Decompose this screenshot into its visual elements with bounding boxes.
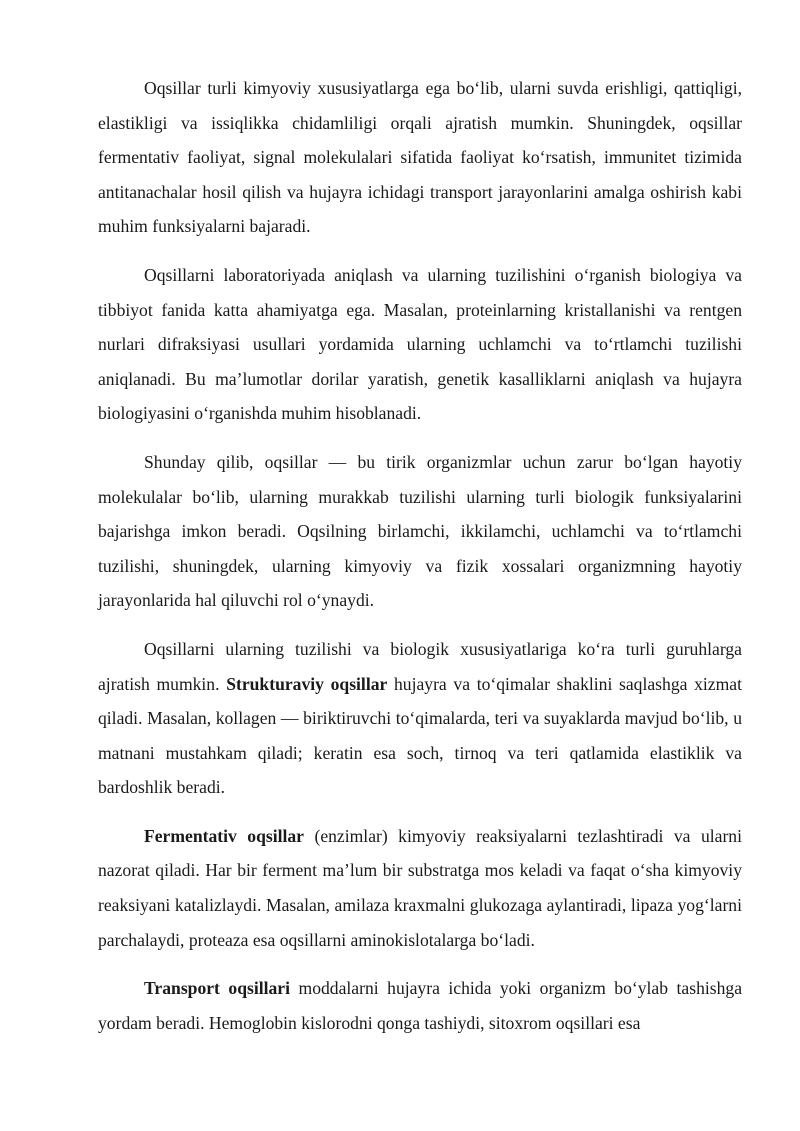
paragraph-text: Oqsillarni laboratoriyada aniqlash va ularning tuzilishini o‘rganish biologiya va tibbiyot fanida katta ahamiyatga ega. Masalan, proteinlarning kristallanishi va rentgen nurlari difraksiyasi usullari yordamida ularning uchlamchi va to‘rtlamchi tuzilishi aniqlanadi. Bu ma’lumotlar dorilar yaratish, genetik kasalliklarni aniqlash va hujayra biologiyasini o‘rganishda muhim hisoblanadi. [98, 264, 742, 424]
paragraph-solubility [98, 71, 742, 244]
paragraph-text: Oqsillar turli kimyoviy xususiyatlarga ega bo‘lib, ularni suvda erishligi, qattiqligi, elastikligi va issiqlikka chidamliligi orqali ajratish mumkin. Shuningdek, oqsillar fermentativ faoliyat, signal molekulalari sifatida faoliyat ko‘rsatish, immunitet tizimida antitanachalar hosil qilish va hujayra ichidagi transport jarayonlarini amalga oshirish kabi muhim funksiyalarni bajaradi. [98, 78, 742, 237]
paragraph-text: hujayra va to‘qimalar shaklini saqlashga xizmat qiladi. Masalan, kollagen — biriktiruvchi to‘qimalarda, teri va suyaklarda mavjud bo‘lib, u matnani mustahkam qiladi; keratin esa soch, tirnoq va teri qatlamida elastiklik va bardoshlik beradi. [98, 673, 742, 798]
paragraph-text: Oqsillarni ularning tuzilishi va biologik xususiyatlariga ko‘ra turli guruhlarga ajratish mumkin. [98, 638, 742, 694]
bold-term-structural-proteins: Strukturaviy oqsillar [226, 673, 388, 694]
bold-term-enzymatic-proteins: Fermentativ oqsillar [144, 825, 304, 846]
paragraph-text: moddalarni hujayra ichida yoki organizm bo‘ylab tashishga yordam beradi. Hemoglobin kislorodni qonga tashiydi, sitoxrom oqsillari esa [98, 978, 743, 1033]
paragraph-text: (enzimlar) kimyoviy reaksiyalarni tezlashtiradi va ularni nazorat qiladi. Har bir ferment ma’lum bir substratga mos keladi va faqat o‘sha kimyoviy reaksiyani katalizlaydi. Masalan, amilaza kraxmalni glukozaga aylantiradi, lipaza yog‘larni parchalaydi, proteaza esa oqsillarni aminokislotalarga bo‘ladi. [98, 825, 742, 950]
paragraph-text: Shunday qilib, oqsillar — bu tirik organizmlar uchun zarur bo‘lgan hayotiy molekulalar bo‘lib, ularning murakkab tuzilishi ularning turli biologik funksiyalarini bajarishga imkon beradi. Oqsilning birlamchi, ikkilamchi, uchlamchi va to‘rtlamchi tuzilishi, shuningdek, ularning kimyoviy va fizik xossalari organizmning hayotiy jarayonlarida hal qiluvchi rol o‘ynaydi. [98, 451, 742, 611]
paragraph-structural-proteins [98, 632, 742, 805]
bold-term-transport-proteins: Transport oqsillari [144, 978, 291, 999]
paragraph-conclusion [98, 445, 742, 618]
paragraph-laboratory [98, 258, 742, 431]
document-page [98, 71, 742, 1054]
paragraph-transport-proteins [98, 971, 742, 1040]
paragraph-enzymatic-proteins [98, 819, 742, 957]
